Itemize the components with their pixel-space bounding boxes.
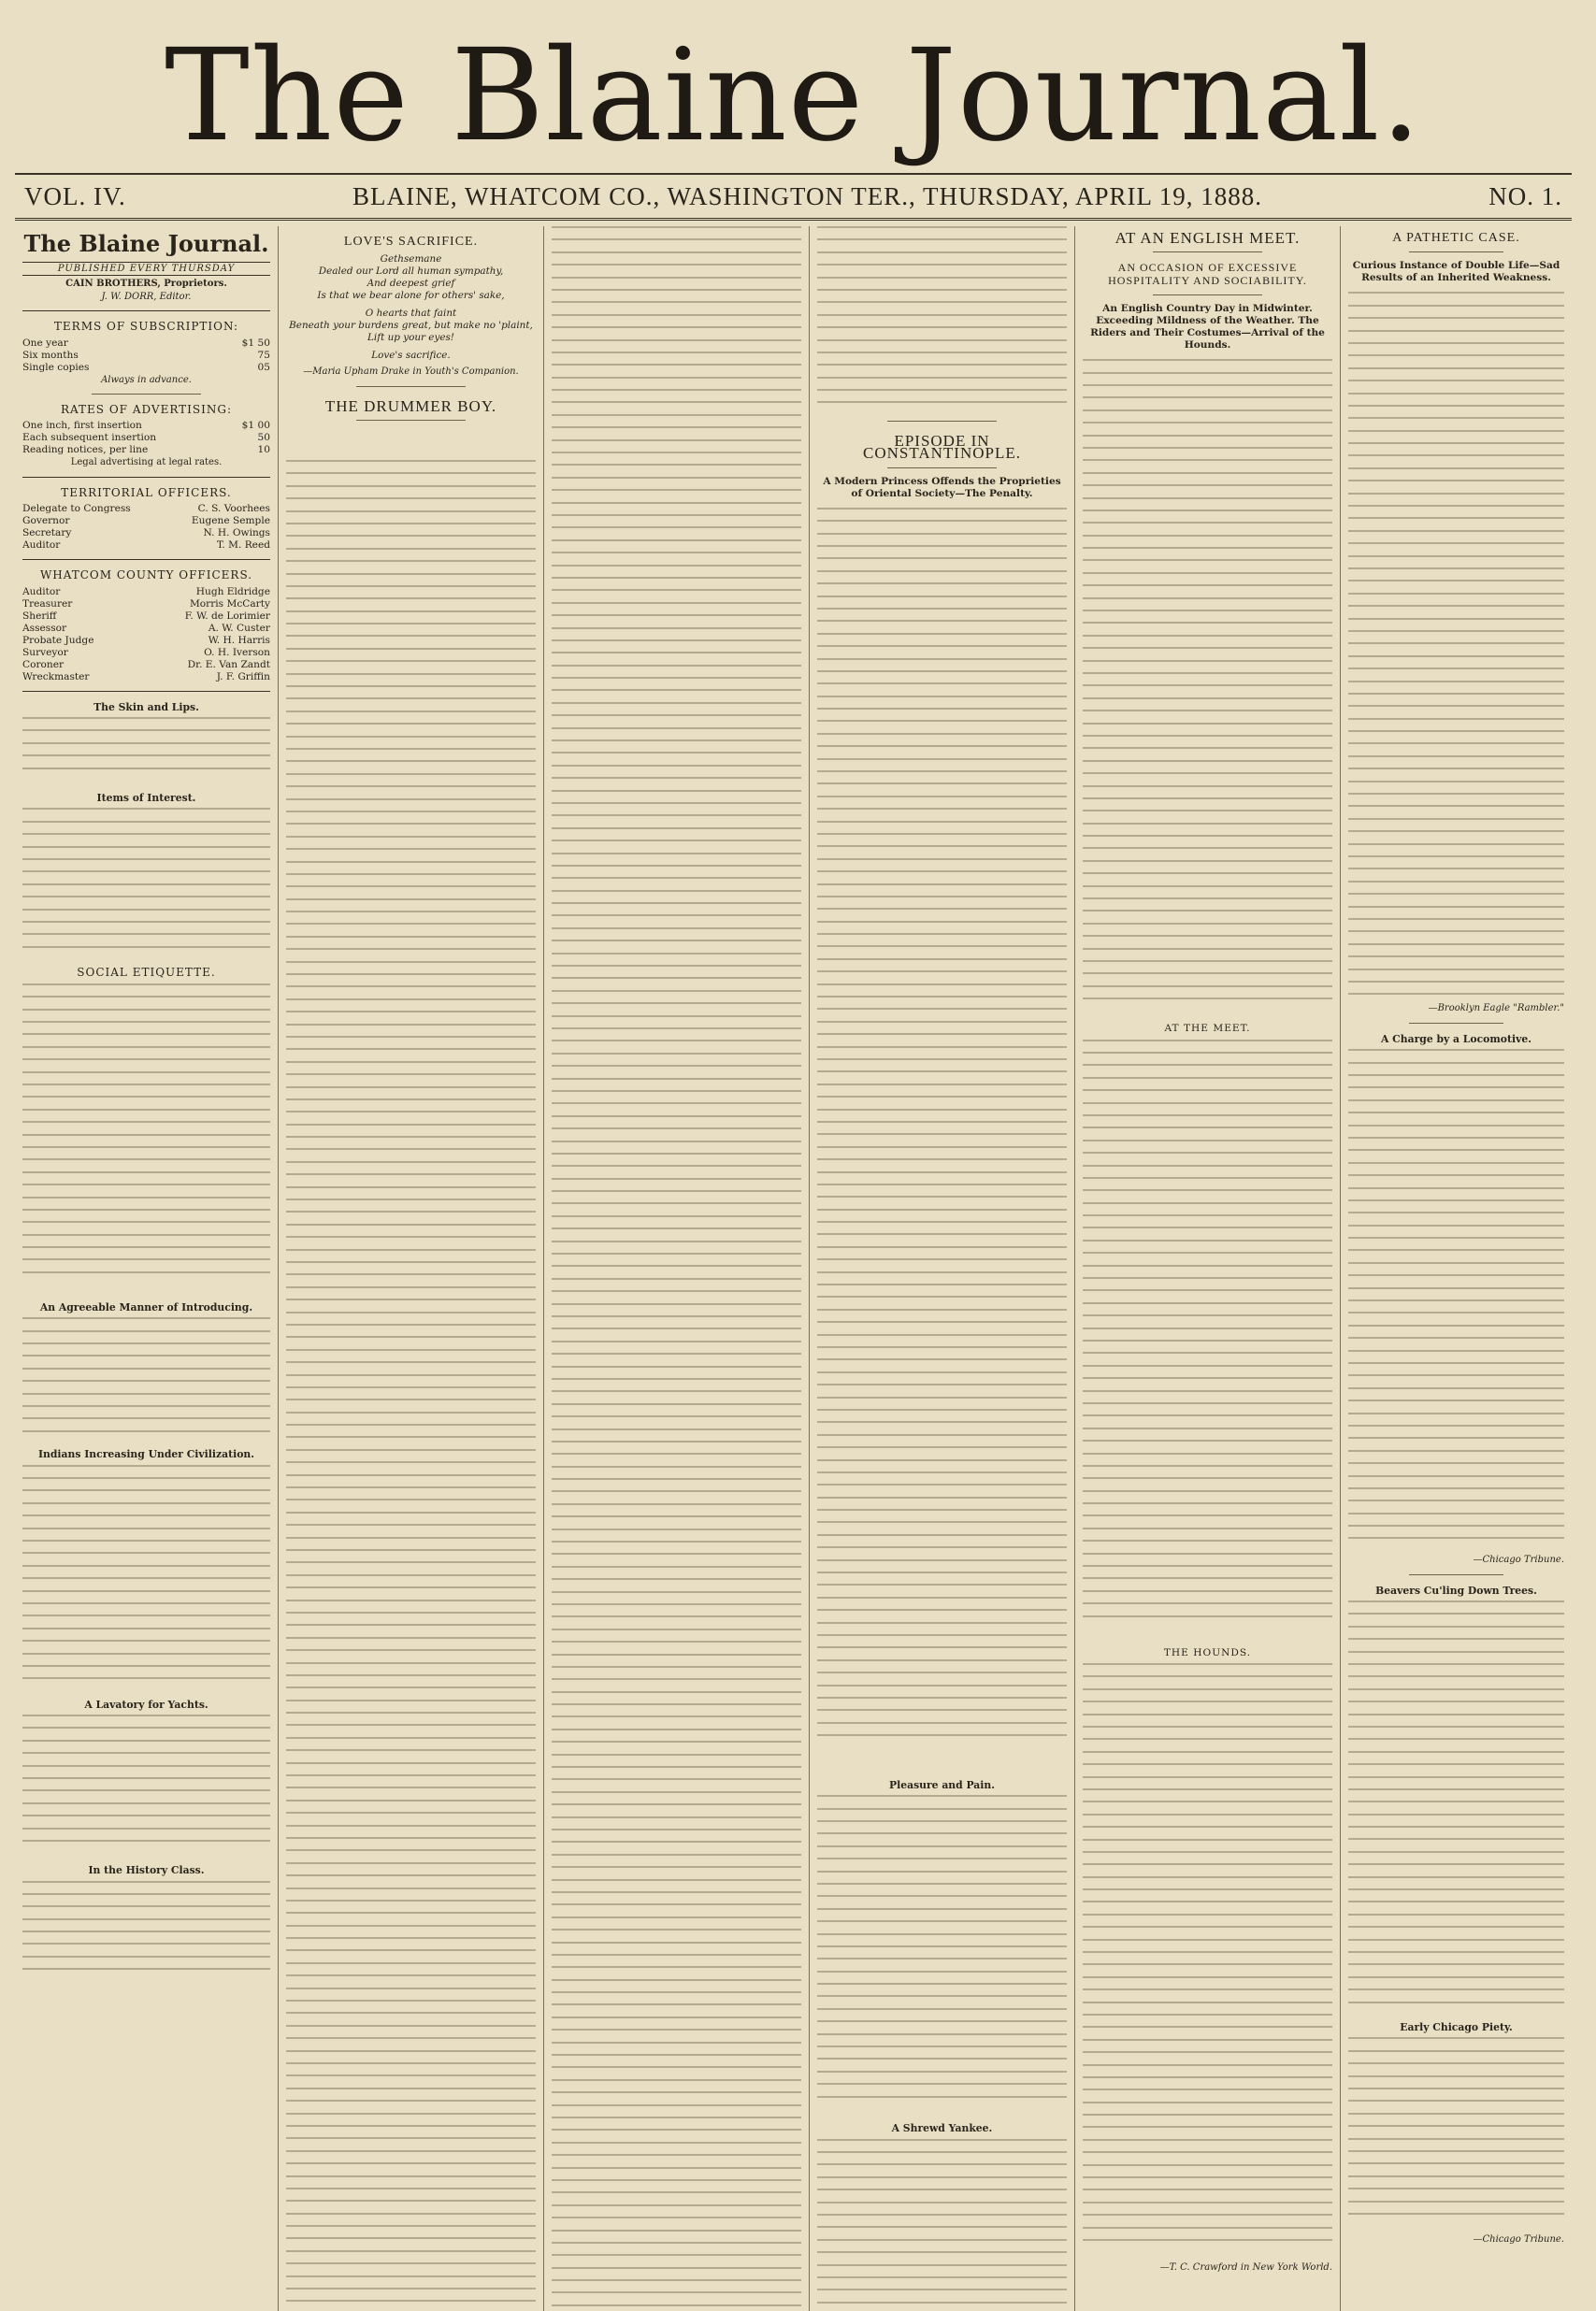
text-block: [22, 1715, 270, 1855]
divider: [22, 310, 270, 311]
table-row: Delegate to Congress C. S. Voorhees: [22, 503, 270, 515]
pathetic-credit: —Brooklyn Eagle "Rambler.": [1428, 1003, 1564, 1014]
column-6: [1341, 226, 1572, 2311]
ads-title: RATES OF ADVERTISING:: [61, 403, 232, 417]
meet-title: AT AN ENGLISH MEET.: [1114, 229, 1301, 247]
divider: [1409, 1023, 1504, 1024]
county-table: [22, 586, 270, 683]
box-title: The Blaine Journal.: [23, 230, 269, 257]
pathetic-title: A PATHETIC CASE.: [1392, 231, 1520, 245]
divider: [356, 386, 467, 387]
poem-body: Gethsemane Dealed our Lord all human sympathy, And deepest grief Is that we bear alone for others' sake, O hearts that faint Beneath your burdens great, but make no 'plaint, Lift up your eyes! Love's sacrifice.: [289, 253, 533, 362]
table-row: Probate Judge W. H. Harris: [22, 634, 270, 646]
table-row: Surveyor O. H. Iverson: [22, 646, 270, 658]
territorial-table: [22, 503, 270, 552]
section-heading: THE HOUNDS.: [1163, 1646, 1252, 1658]
column-4: [810, 226, 1075, 2311]
table-row: Auditor T. M. Reed: [22, 539, 270, 552]
text-block: [1348, 1600, 1564, 2012]
pathetic-text: [1348, 292, 1564, 1002]
text-block: [1348, 1049, 1564, 1554]
column-3: [544, 226, 810, 2311]
columns: [15, 226, 1572, 2311]
divider: [22, 691, 270, 692]
story-title: THE DRUMMER BOY.: [324, 396, 497, 415]
ads-note: Legal advertising at legal rates.: [70, 457, 223, 468]
item-heading: Beavers Cu'ling Down Trees.: [1375, 1584, 1537, 1597]
story-text: [286, 460, 536, 2311]
subscription-note: Always in advance.: [101, 374, 192, 385]
item-heading: A Shrewd Yankee.: [891, 2122, 993, 2135]
episode-deck: A Modern Princess Offends the Proprieties of Oriental Society—The Penalty.: [823, 475, 1061, 499]
text-block: [817, 2139, 1067, 2311]
table-row: Single copies 05: [22, 361, 270, 373]
text-block: [22, 808, 270, 957]
table-row: One inch, first insertion $1 00: [22, 420, 270, 432]
pathetic-deck: Curious Instance of Double Life—Sad Results of an Inherited Weakness.: [1352, 260, 1560, 284]
text-block: [22, 983, 270, 1292]
table-row: Coroner Dr. E. Van Zandt: [22, 658, 270, 670]
section-heading: AT THE MEET.: [1164, 1023, 1251, 1035]
piety-credit: —Chicago Tribune.: [1473, 2234, 1564, 2246]
item-heading: Items of Interest.: [96, 792, 196, 805]
divider: [92, 394, 201, 395]
table-row: One year $1 50: [22, 337, 270, 349]
episode-title: EPISODE IN CONSTANTINOPLE.: [863, 432, 1021, 463]
divider: [887, 421, 998, 422]
masthead-title: The Blaine Journal.: [165, 22, 1422, 170]
table-row: Secretary N. H. Owings: [22, 527, 270, 539]
proprietors-line: CAIN BROTHERS, Proprietors.: [65, 279, 227, 290]
table-row: Sheriff F. W. de Lorimier: [22, 610, 270, 622]
divider: [1153, 251, 1263, 252]
item-heading: An Agreeable Manner of Introducing.: [39, 1300, 253, 1313]
published-line: PUBLISHED EVERY THURSDAY: [22, 262, 270, 276]
item-heading: Pleasure and Pain.: [888, 1778, 996, 1791]
meet-credit: —T. C. Crawford in New York World.: [1159, 2262, 1332, 2274]
divider: [356, 420, 467, 421]
item-heading: Early Chicago Piety.: [1400, 2021, 1513, 2034]
text-block: [22, 1881, 270, 1984]
episode-text: [817, 508, 1067, 1770]
territorial-title: TERRITORIAL OFFICERS.: [61, 485, 232, 499]
table-row: Six months 75: [22, 349, 270, 361]
item-heading: SOCIAL ETIQUETTE.: [77, 966, 216, 980]
table-row: Treasurer Morris McCarty: [22, 597, 270, 610]
column-1: [15, 226, 279, 2311]
place-date-label: BLAINE, WHATCOM CO., WASHINGTON TER., THURSDAY, APRIL 19, 1888.: [352, 181, 1263, 210]
ads-table: [22, 420, 270, 456]
story-continued-text: [817, 226, 1067, 413]
item-heading: A Charge by a Locomotive.: [1381, 1032, 1531, 1045]
column-5: [1075, 226, 1341, 2311]
divider: [1409, 251, 1504, 252]
meet-text: [1083, 359, 1332, 1013]
divider: [22, 477, 270, 478]
county-title: WHATCOM COUNTY OFFICERS.: [39, 568, 253, 582]
item-heading: In the History Class.: [88, 1864, 205, 1877]
locomotive-credit: —Chicago Tribune.: [1473, 1555, 1564, 1566]
column-2: [279, 226, 544, 2311]
issue-number-label: NO. 1.: [1488, 181, 1562, 210]
divider: [22, 559, 270, 560]
poem-credit: —Maria Upham Drake in Youth's Companion.: [303, 366, 519, 378]
table-row: Governor Eugene Semple: [22, 515, 270, 527]
item-heading: A Lavatory for Yachts.: [84, 1698, 208, 1711]
table-row: Auditor Hugh Eldridge: [22, 585, 270, 597]
item-heading: Indians Increasing Under Civilization.: [37, 1448, 255, 1461]
text-block: [22, 1465, 270, 1689]
text-block: [817, 1795, 1067, 2113]
subscription-title: TERMS OF SUBSCRIPTION:: [53, 320, 239, 334]
dateline-bar: [15, 173, 1572, 221]
meet-subtitle: AN OCCASION OF EXCESSIVE HOSPITALITY AND SOCIABILITY.: [1108, 261, 1307, 287]
divider: [1409, 1574, 1504, 1575]
volume-label: VOL. IV.: [24, 181, 126, 210]
text-block: [1348, 2037, 1564, 2233]
subscription-table: [22, 337, 270, 374]
divider: [887, 467, 998, 468]
text-block: [22, 1317, 270, 1439]
poem-title: LOVE'S SACRIFICE.: [343, 235, 479, 249]
editor-line: J. W. DORR, Editor.: [101, 291, 192, 302]
table-row: Assessor A. W. Custer: [22, 622, 270, 634]
table-row: Each subsequent insertion 50: [22, 432, 270, 444]
meet-text: [1083, 1663, 1332, 2261]
table-row: Wreckmaster J. F. Griffin: [22, 670, 270, 682]
item-heading: The Skin and Lips.: [93, 700, 199, 713]
divider: [1153, 294, 1263, 295]
meet-deck: An English Country Day in Midwinter. Exceeding Mildness of the Weather. The Riders and Their Costumes—Arrival of the Hounds.: [1090, 303, 1325, 352]
story-continued-text: [552, 226, 801, 2311]
meet-text: [1083, 1040, 1332, 1638]
text-block: [22, 717, 270, 782]
table-row: Reading notices, per line 10: [22, 444, 270, 456]
